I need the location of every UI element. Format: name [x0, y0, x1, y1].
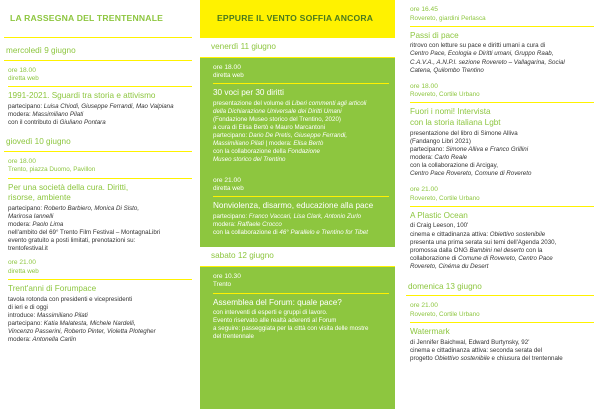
event-location: diretta web [213, 72, 244, 80]
event-title: 1991-2021. Sguardi tra storia e attivismo [8, 91, 156, 101]
event: ore 18.00 Trento, piazza Duomo, Pavillon Per una società della cura. Diritti, risorse, ambiente partecipano: Roberto Barbiero, Monica Di Sisto, Marirosa Iannelli modera: Paolo Lima nell'ambito del 69° Trento Film Festival – MontagnaLibri evento gratuito a posti limitati, prenotazioni su: trentofestival.it [4, 158, 192, 253]
column-header: LA RASSEGNA DEL TRENTENNALE [4, 0, 192, 38]
day-heading: giovedì 10 giugno [4, 135, 192, 152]
event: ore 21.00 diretta web Nonviolenza, disarmo, educazione alla pace partecipano: Franco Vaccari, Lisa Clark, Antonio Zurlo modera: Raffaele Crocco con la collaborazione di 46° Parallelo e Trentino for Tibet [209, 177, 389, 238]
event-time: ore 18.00 [410, 82, 438, 90]
event: ore 18.00 diretta web 1991-2021. Sguardi tra storia e attivismo partecipano: Luisa Chiodi, Giuseppe Ferrandi, Mao Valpiana modera: Massimiliano Pilati con il contributo di Giuliano Pontara [4, 67, 192, 128]
event-title: Per una società della cura. Diritti, [8, 182, 129, 192]
event-time: ore 21.00 [410, 186, 438, 194]
event: ore 10.30 Trento Assemblea del Forum: quale pace? con interventi di esperti e gruppi di lavoro. Evento riservato alle realtà aderenti al Forum a seguire: passeggiata per la città con visita delle mostre del trentennale [209, 273, 389, 342]
divider [8, 279, 192, 280]
event: ore 21.00 Rovereto, Cortile Urbano A Plastic Ocean di Craig Leeson, 100' cinema e cittadinanza attiva: Obiettivo sostenibile presenta una prima serata sui temi dell'Agenda 2030, promossa dalla ONG Bambini nel deserto con la collaborazione di Comune di Rovereto, Centro Pace Rovereto, Cinéma du Desert [406, 186, 594, 271]
event-location: Trento, piazza Duomo, Pavillon [8, 166, 96, 174]
event-time: ore 16.45 [410, 6, 438, 13]
event-location: diretta web [8, 75, 39, 83]
divider [410, 26, 594, 27]
event-time: ore 21.00 [410, 302, 438, 310]
event-title-cont: con la storia italiana Lgbt [410, 118, 501, 128]
divider [410, 322, 594, 323]
event-location: diretta web [8, 267, 39, 275]
divider [410, 102, 594, 103]
divider [213, 83, 389, 84]
event-title: Nonviolenza, disarmo, educazione alla pace [213, 201, 374, 211]
day-heading: venerdì 11 giugno [200, 38, 395, 58]
event: ore 18.00 Rovereto, Cortile Urbano Fuori i nomi! Intervista con la storia italiana Lgbt presentazione del libro di Simone Alliva (Fandango Libri 2021) partecipano: Simone Alliva e Franco Grillini modera: Carlo Reale con la collaborazione di Arcigay, Centro Pace Rovereto, Comune di Rovereto [406, 83, 594, 178]
event: ore 18.00 diretta web 30 voci per 30 diritti presentazione del volume di Liberi commenti agli articoli della Dichiarazione Universale dei Diritti Umani (Fondazione Museo storico del Trentino, 2020) a cura di Elisa Bertò e Mauro Marcantoni partecipano: Dario De Pretis, Giuseppe Ferrandi, Massimiliano Pilati | modera: Elisa Bertò con la collaborazione della Fondazione Museo storico del Trentino [209, 64, 389, 165]
event-location: diretta web [213, 185, 244, 193]
column-trentennale [0, 0, 200, 409]
event-location: Rovereto, Cortile Urbano [410, 91, 480, 99]
event-title-cont: risorse, ambiente [8, 193, 71, 203]
event-location: Rovereto, Cortile Urbano [410, 194, 480, 202]
event-time: ore 18.00 [8, 66, 36, 74]
event-title: 30 voci per 30 diritti [213, 88, 284, 98]
event-title: A Plastic Ocean [410, 210, 468, 220]
event-title: Fuori i nomi! Intervista [410, 107, 491, 117]
event-title: Assemblea del Forum: quale pace? [213, 297, 342, 307]
day-heading: domenica 13 giugno [406, 280, 594, 297]
divider [213, 196, 389, 197]
day-heading: mercoledì 9 giugno [4, 44, 192, 61]
day-heading: sabato 12 giugno [200, 247, 395, 267]
column-header: EPPURE IL VENTO SOFFIA ANCORA [200, 0, 395, 38]
event-location: Trento [213, 281, 231, 289]
event-location: Rovereto, giardini Perlasca [410, 14, 486, 22]
column-vento [200, 0, 395, 409]
divider [8, 86, 192, 87]
event-time: ore 21.00 [8, 259, 36, 267]
event-title: Passi di pace [410, 30, 459, 40]
divider [213, 293, 389, 294]
event: ore 21.00 diretta web Trent'anni di Forumpace tavola rotonda con presidenti e vicepresidenti di ieri e di oggi introduce: Massimiliano Pilati partecipano: Katia Malatesta, Michele Nardelli, Vincenzo Passerini, Roberto Pinter, Violetta Plotegher modera: Antonella Carlin [4, 259, 192, 344]
divider [8, 178, 192, 179]
event-title: Trent'anni di Forumpace [8, 284, 97, 294]
event-time: ore 10.30 [213, 272, 241, 280]
event-title: Watermark [410, 327, 450, 337]
event-location: Rovereto, Cortile Urbano [410, 311, 480, 319]
column-rovereto [395, 0, 600, 409]
divider [410, 206, 594, 207]
event: ore 16.45 Rovereto, giardini Perlasca Passi di pace ritrovo con letture su pace e diritti umani a cura di Centro Pace, Ecologia e Diritti umani, Gruppo Raab, C.A.V.A., A.N.P.I. sezione Rovereto – Vallagarina, Social Catena, Quilombo Trentino [406, 0, 594, 75]
event: ore 21.00 Rovereto, Cortile Urbano Watermark di Jennifer Baichwal, Edward Burtynsky, 92' cinema e cittadinanza attiva: seconda serata del progetto Obiettivo sostenibile e chiusura del trentennale [406, 302, 594, 363]
event-time: ore 21.00 [213, 176, 241, 184]
event-time: ore 18.00 [8, 157, 36, 165]
festival-link: trentofestival.it [8, 245, 48, 253]
event-time: ore 18.00 [213, 63, 241, 71]
